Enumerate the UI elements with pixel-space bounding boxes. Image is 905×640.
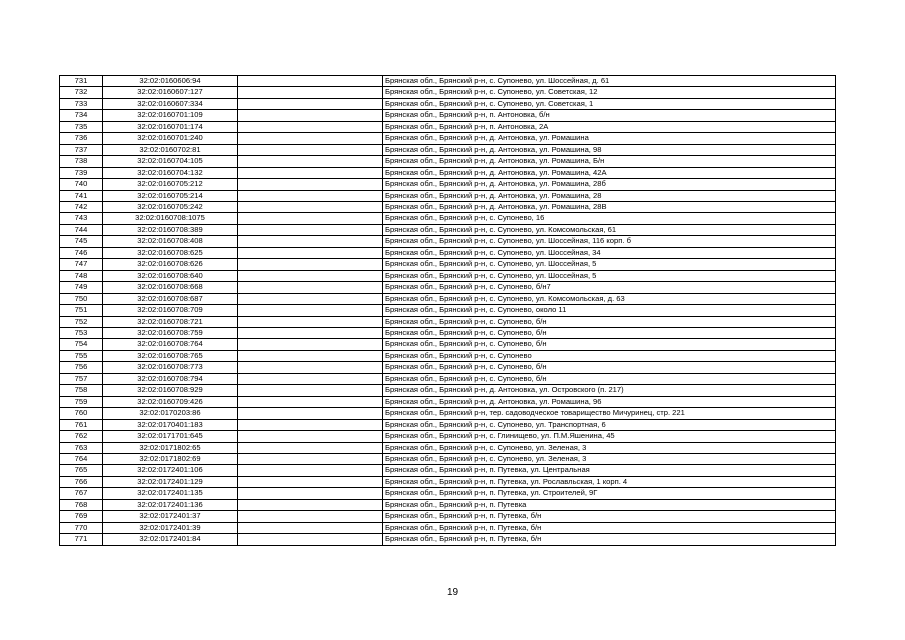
cadastral-number-cell: 32:02:0172401:106 <box>103 465 238 476</box>
empty-cell <box>238 362 383 373</box>
table-row <box>60 534 836 545</box>
address-cell: Брянская обл., Брянский р-н, с. Супонево, б/н <box>383 339 836 350</box>
cadastral-number-cell: 32:02:0160708:721 <box>103 316 238 327</box>
empty-cell <box>238 499 383 510</box>
row-number-cell: 767 <box>60 488 103 499</box>
table-row <box>60 373 836 384</box>
address-cell: Брянская обл., Брянский р-н, д. Антоновка, ул. Ромашина, 28 <box>383 190 836 201</box>
table-row <box>60 488 836 499</box>
table-row <box>60 511 836 522</box>
address-cell: Брянская обл., Брянский р-н, с. Супонево, ул. Комсомольская, д. 63 <box>383 293 836 304</box>
empty-cell <box>238 179 383 190</box>
empty-cell <box>238 408 383 419</box>
cadastral-number-cell: 32:02:0172401:129 <box>103 476 238 487</box>
row-number-cell: 746 <box>60 247 103 258</box>
table-row <box>60 293 836 304</box>
row-number-cell: 732 <box>60 87 103 98</box>
row-number-cell: 757 <box>60 373 103 384</box>
row-number-cell: 737 <box>60 144 103 155</box>
cadastral-number-cell: 32:02:0160701:240 <box>103 133 238 144</box>
table-row <box>60 270 836 281</box>
table-row <box>60 385 836 396</box>
table-row <box>60 201 836 212</box>
empty-cell <box>238 270 383 281</box>
cadastral-number-cell: 32:02:0171802:65 <box>103 442 238 453</box>
row-number-cell: 768 <box>60 499 103 510</box>
empty-cell <box>238 431 383 442</box>
empty-cell <box>238 293 383 304</box>
address-cell: Брянская обл., Брянский р-н, с. Супонево, ул. Советская, 12 <box>383 87 836 98</box>
empty-cell <box>238 373 383 384</box>
cadastral-number-cell: 32:02:0172401:84 <box>103 534 238 545</box>
cadastral-number-cell: 32:02:0172401:39 <box>103 522 238 533</box>
empty-cell <box>238 339 383 350</box>
address-cell: Брянская обл., Брянский р-н, д. Антоновка, ул. Ромашина <box>383 133 836 144</box>
table-row <box>60 247 836 258</box>
cadastral-number-cell: 32:02:0170203:86 <box>103 408 238 419</box>
table-row <box>60 453 836 464</box>
empty-cell <box>238 190 383 201</box>
table-row <box>60 350 836 361</box>
row-number-cell: 770 <box>60 522 103 533</box>
row-number-cell: 731 <box>60 76 103 87</box>
table-row <box>60 236 836 247</box>
empty-cell <box>238 224 383 235</box>
cadastral-number-cell: 32:02:0160709:426 <box>103 396 238 407</box>
address-cell: Брянская обл., Брянский р-н, п. Путевка, б/н <box>383 511 836 522</box>
empty-cell <box>238 396 383 407</box>
registry-table-body <box>60 76 836 546</box>
address-cell: Брянская обл., Брянский р-н, с. Супонево, около 11 <box>383 305 836 316</box>
empty-cell <box>238 305 383 316</box>
row-number-cell: 748 <box>60 270 103 281</box>
cadastral-number-cell: 32:02:0170401:183 <box>103 419 238 430</box>
address-cell: Брянская обл., Брянский р-н, с. Супонево <box>383 350 836 361</box>
address-cell: Брянская обл., Брянский р-н, с. Супонево, ул. Шоссейная, д. 61 <box>383 76 836 87</box>
row-number-cell: 747 <box>60 259 103 270</box>
row-number-cell: 738 <box>60 156 103 167</box>
table-row <box>60 362 836 373</box>
empty-cell <box>238 316 383 327</box>
address-cell: Брянская обл., Брянский р-н, с. Супонево, ул. Шоссейная, 116 корп. б <box>383 236 836 247</box>
cadastral-number-cell: 32:02:0160708:668 <box>103 282 238 293</box>
cadastral-number-cell: 32:02:0160708:929 <box>103 385 238 396</box>
address-cell: Брянская обл., Брянский р-н, с. Супонево, б/н <box>383 373 836 384</box>
table-row <box>60 98 836 109</box>
row-number-cell: 759 <box>60 396 103 407</box>
address-cell: Брянская обл., Брянский р-н, с. Супонево, б/н7 <box>383 282 836 293</box>
table-row <box>60 133 836 144</box>
empty-cell <box>238 282 383 293</box>
address-cell: Брянская обл., Брянский р-н, с. Супонево, ул. Транспортная, 6 <box>383 419 836 430</box>
table-row <box>60 442 836 453</box>
row-number-cell: 762 <box>60 431 103 442</box>
row-number-cell: 750 <box>60 293 103 304</box>
address-cell: Брянская обл., Брянский р-н, с. Глинищево, ул. П.М.Яшенина, 45 <box>383 431 836 442</box>
address-cell: Брянская обл., Брянский р-н, п. Антоновка, б/н <box>383 110 836 121</box>
empty-cell <box>238 144 383 155</box>
address-cell: Брянская обл., Брянский р-н, с. Супонево, б/н <box>383 362 836 373</box>
cadastral-number-cell: 32:02:0160708:709 <box>103 305 238 316</box>
address-cell: Брянская обл., Брянский р-н, с. Супонево, б/н <box>383 316 836 327</box>
empty-cell <box>238 442 383 453</box>
empty-cell <box>238 247 383 258</box>
empty-cell <box>238 98 383 109</box>
empty-cell <box>238 465 383 476</box>
table-row <box>60 431 836 442</box>
address-cell: Брянская обл., Брянский р-н, п. Путевка <box>383 499 836 510</box>
cadastral-number-cell: 32:02:0160607:334 <box>103 98 238 109</box>
address-cell: Брянская обл., Брянский р-н, д. Антоновка, ул. Ромашина, 28В <box>383 201 836 212</box>
empty-cell <box>238 488 383 499</box>
row-number-cell: 760 <box>60 408 103 419</box>
address-cell: Брянская обл., Брянский р-н, с. Супонево, 16 <box>383 213 836 224</box>
empty-cell <box>238 259 383 270</box>
row-number-cell: 745 <box>60 236 103 247</box>
address-cell: Брянская обл., Брянский р-н, д. Антоновка, ул. Ромашина, Б/н <box>383 156 836 167</box>
cadastral-number-cell: 32:02:0160708:626 <box>103 259 238 270</box>
cadastral-number-cell: 32:02:0172401:136 <box>103 499 238 510</box>
table-row <box>60 327 836 338</box>
cadastral-number-cell: 32:02:0160702:81 <box>103 144 238 155</box>
registry-table <box>59 75 836 546</box>
row-number-cell: 734 <box>60 110 103 121</box>
page-number: 19 <box>446 587 459 598</box>
address-cell: Брянская обл., Брянский р-н, с. Супонево, ул. Шоссейная, 5 <box>383 259 836 270</box>
empty-cell <box>238 419 383 430</box>
cadastral-number-cell: 32:02:0172401:135 <box>103 488 238 499</box>
table-row <box>60 259 836 270</box>
cadastral-number-cell: 32:02:0160708:408 <box>103 236 238 247</box>
empty-cell <box>238 534 383 545</box>
row-number-cell: 761 <box>60 419 103 430</box>
table-row <box>60 110 836 121</box>
row-number-cell: 771 <box>60 534 103 545</box>
cadastral-number-cell: 32:02:0160708:773 <box>103 362 238 373</box>
cadastral-number-cell: 32:02:0160708:794 <box>103 373 238 384</box>
row-number-cell: 736 <box>60 133 103 144</box>
address-cell: Брянская обл., Брянский р-н, д. Антоновка, ул. Ромашина, 96 <box>383 396 836 407</box>
empty-cell <box>238 522 383 533</box>
address-cell: Брянская обл., Брянский р-н, п. Путевка, б/н <box>383 522 836 533</box>
table-row <box>60 121 836 132</box>
empty-cell <box>238 511 383 522</box>
row-number-cell: 751 <box>60 305 103 316</box>
address-cell: Брянская обл., Брянский р-н, д. Антоновка, ул. Ромашина, 98 <box>383 144 836 155</box>
table-row <box>60 213 836 224</box>
row-number-cell: 742 <box>60 201 103 212</box>
row-number-cell: 739 <box>60 167 103 178</box>
empty-cell <box>238 453 383 464</box>
cadastral-number-cell: 32:02:0160708:759 <box>103 327 238 338</box>
address-cell: Брянская обл., Брянский р-н, с. Супонево, б/н <box>383 327 836 338</box>
address-cell: Брянская обл., Брянский р-н, п. Путевка, ул. Рославльская, 1 корп. 4 <box>383 476 836 487</box>
cadastral-number-cell: 32:02:0160708:625 <box>103 247 238 258</box>
table-row <box>60 76 836 87</box>
row-number-cell: 763 <box>60 442 103 453</box>
address-cell: Брянская обл., Брянский р-н, тер. садоводческое товарищество Мичуринец, стр. 221 <box>383 408 836 419</box>
address-cell: Брянская обл., Брянский р-н, с. Супонево, ул. Комсомольская, 61 <box>383 224 836 235</box>
address-cell: Брянская обл., Брянский р-н, д. Антоновка, ул. Ромашина, 28б <box>383 179 836 190</box>
empty-cell <box>238 76 383 87</box>
row-number-cell: 744 <box>60 224 103 235</box>
table-row <box>60 282 836 293</box>
cadastral-number-cell: 32:02:0160606:94 <box>103 76 238 87</box>
table-row <box>60 522 836 533</box>
address-cell: Брянская обл., Брянский р-н, д. Антоновка, ул. Ромашина, 42А <box>383 167 836 178</box>
cadastral-number-cell: 32:02:0160705:214 <box>103 190 238 201</box>
row-number-cell: 758 <box>60 385 103 396</box>
cadastral-number-cell: 32:02:0160708:640 <box>103 270 238 281</box>
row-number-cell: 752 <box>60 316 103 327</box>
table-row <box>60 476 836 487</box>
cadastral-number-cell: 32:02:0160705:212 <box>103 179 238 190</box>
row-number-cell: 733 <box>60 98 103 109</box>
row-number-cell: 743 <box>60 213 103 224</box>
empty-cell <box>238 110 383 121</box>
address-cell: Брянская обл., Брянский р-н, с. Супонево, ул. Зеленая, 3 <box>383 442 836 453</box>
empty-cell <box>238 385 383 396</box>
row-number-cell: 740 <box>60 179 103 190</box>
address-cell: Брянская обл., Брянский р-н, п. Путевка, ул. Центральная <box>383 465 836 476</box>
table-row <box>60 167 836 178</box>
empty-cell <box>238 213 383 224</box>
cadastral-number-cell: 32:02:0160705:242 <box>103 201 238 212</box>
address-cell: Брянская обл., Брянский р-н, п. Путевка, ул. Строителей, 9Г <box>383 488 836 499</box>
table-row <box>60 87 836 98</box>
cadastral-number-cell: 32:02:0172401:37 <box>103 511 238 522</box>
cadastral-number-cell: 32:02:0160708:764 <box>103 339 238 350</box>
empty-cell <box>238 167 383 178</box>
row-number-cell: 756 <box>60 362 103 373</box>
row-number-cell: 765 <box>60 465 103 476</box>
empty-cell <box>238 327 383 338</box>
table-row <box>60 465 836 476</box>
table-row <box>60 305 836 316</box>
row-number-cell: 749 <box>60 282 103 293</box>
address-cell: Брянская обл., Брянский р-н, с. Супонево, ул. Шоссейная, 34 <box>383 247 836 258</box>
empty-cell <box>238 201 383 212</box>
table-row <box>60 499 836 510</box>
empty-cell <box>238 156 383 167</box>
table-row <box>60 339 836 350</box>
table-row <box>60 419 836 430</box>
table-row <box>60 408 836 419</box>
table-row <box>60 396 836 407</box>
cadastral-number-cell: 32:02:0160704:132 <box>103 167 238 178</box>
cadastral-number-cell: 32:02:0171701:645 <box>103 431 238 442</box>
address-cell: Брянская обл., Брянский р-н, д. Антоновка, ул. Островского (п. 217) <box>383 385 836 396</box>
address-cell: Брянская обл., Брянский р-н, п. Антоновка, 2А <box>383 121 836 132</box>
cadastral-number-cell: 32:02:0160704:105 <box>103 156 238 167</box>
row-number-cell: 766 <box>60 476 103 487</box>
empty-cell <box>238 236 383 247</box>
address-cell: Брянская обл., Брянский р-н, с. Супонево, ул. Советская, 1 <box>383 98 836 109</box>
row-number-cell: 764 <box>60 453 103 464</box>
empty-cell <box>238 121 383 132</box>
row-number-cell: 755 <box>60 350 103 361</box>
cadastral-number-cell: 32:02:0160701:174 <box>103 121 238 132</box>
table-row <box>60 316 836 327</box>
address-cell: Брянская обл., Брянский р-н, с. Супонево, ул. Зеленая, 3 <box>383 453 836 464</box>
table-row <box>60 156 836 167</box>
address-cell: Брянская обл., Брянский р-н, п. Путевка, б/н <box>383 534 836 545</box>
row-number-cell: 735 <box>60 121 103 132</box>
cadastral-number-cell: 32:02:0160701:109 <box>103 110 238 121</box>
cadastral-number-cell: 32:02:0160607:127 <box>103 87 238 98</box>
empty-cell <box>238 476 383 487</box>
table-row <box>60 224 836 235</box>
table-row <box>60 179 836 190</box>
empty-cell <box>238 350 383 361</box>
cadastral-number-cell: 32:02:0160708:1075 <box>103 213 238 224</box>
cadastral-number-cell: 32:02:0160708:765 <box>103 350 238 361</box>
empty-cell <box>238 87 383 98</box>
table-row <box>60 144 836 155</box>
row-number-cell: 741 <box>60 190 103 201</box>
cadastral-number-cell: 32:02:0171802:69 <box>103 453 238 464</box>
empty-cell <box>238 133 383 144</box>
row-number-cell: 753 <box>60 327 103 338</box>
row-number-cell: 769 <box>60 511 103 522</box>
row-number-cell: 754 <box>60 339 103 350</box>
cadastral-number-cell: 32:02:0160708:687 <box>103 293 238 304</box>
address-cell: Брянская обл., Брянский р-н, с. Супонево, ул. Шоссейная, 5 <box>383 270 836 281</box>
table-row <box>60 190 836 201</box>
cadastral-number-cell: 32:02:0160708:389 <box>103 224 238 235</box>
